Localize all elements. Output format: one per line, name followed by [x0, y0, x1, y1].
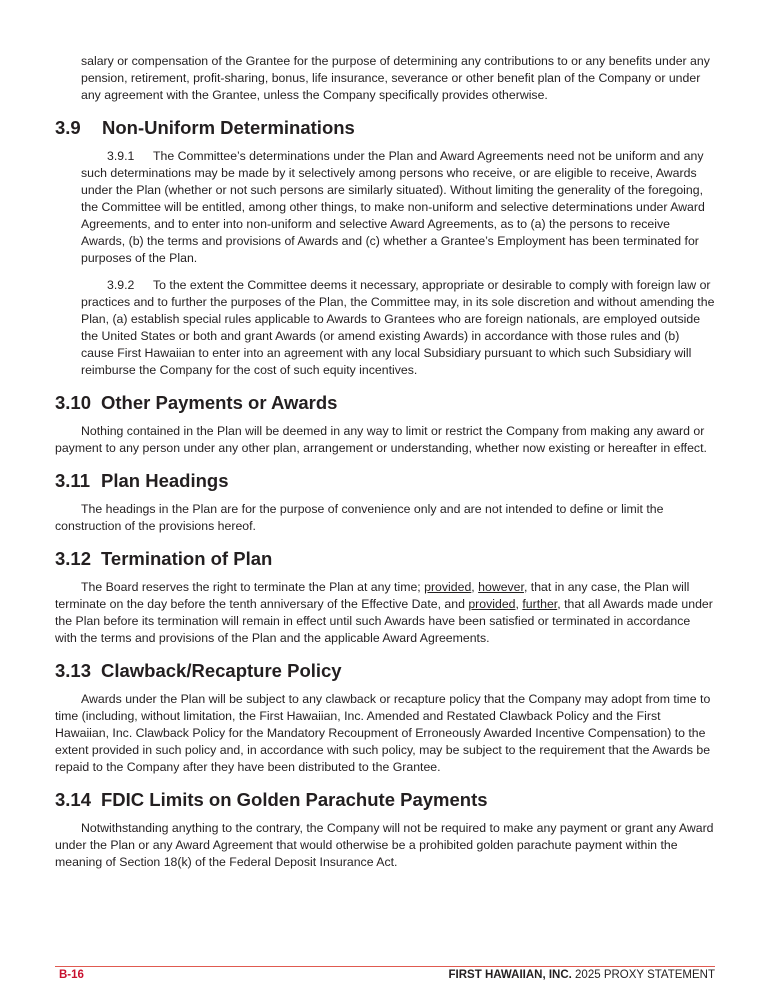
paragraph-text: To the extent the Committee deems it necessary, appropriate or desirable to comply with foreign law or practices and to further the purposes of the Plan, the Committee may, in its sole discretion and without amending the Plan, (a) establish special rules applicable to Awards to Grantees who are foreign nationals, are employed outside the United States or both and grant Awards (or amend existing Awards) in accordance with those rules and (b) cause First Hawaiian to enter into an agreement with any local Subsidiary pursuant to which such Subsidiary will reimburse the Company for the cost of such equity incentives.	[81, 278, 715, 377]
section-3-9-heading	[55, 116, 715, 140]
carryover-paragraph: salary or compensation of the Grantee for the purpose of determining any contributions to or any benefits under any pension, retirement, profit-sharing, bonus, life insurance, severance or other benefit plan of the Company or under any agreement with the Grantee, unless the Company specifically provides otherwise.	[81, 54, 710, 102]
section-title: Other Payments or Awards	[101, 392, 338, 413]
paragraph-number: 3.9.2	[107, 278, 135, 292]
section-title: Plan Headings	[101, 470, 229, 491]
section-3-10-body: Nothing contained in the Plan will be deemed in any way to limit or restrict the Company from making any award or payment to any person under any other plan, arrangement or understanding, whether now existing or hereafter in effect.	[55, 424, 707, 455]
section-3-14-body: Notwithstanding anything to the contrary, the Company will not be required to make any payment or grant any Award under the Plan or any Award Agreement that would otherwise be a prohibited golden parachute payment within the meaning of Section 18(k) of the Federal Deposit Insurance Act.	[55, 821, 714, 869]
company-name: FIRST HAWAIIAN, INC.	[448, 969, 572, 981]
text-run: The Board reserves the right to terminate the Plan at any time;	[81, 580, 425, 594]
section-title: Termination of Plan	[101, 548, 273, 569]
section-number: 3.11	[55, 470, 90, 491]
underlined-term: however	[478, 580, 524, 594]
text-run: , that in any case, the Plan will terminate on the day before the tenth anniversary of the Effective Date, and	[55, 580, 690, 611]
page-number: B-16	[59, 969, 84, 981]
section-number: 3.9	[55, 117, 81, 138]
paragraph-3-9-2	[55, 277, 715, 379]
document-name: 2025 PROXY STATEMENT	[571, 969, 715, 981]
section-3-12-heading	[55, 547, 715, 571]
section-number: 3.13	[55, 660, 92, 681]
section-3-13-heading	[55, 659, 715, 683]
section-3-14-heading	[55, 788, 715, 812]
section-3-11-heading	[55, 469, 715, 493]
underlined-term: further	[522, 597, 558, 611]
section-title: Non-Uniform Determinations	[102, 117, 355, 138]
underlined-term: provided	[424, 580, 472, 594]
paragraph-text: The Committee’s determinations under the Plan and Award Agreements need not be uniform and any such determinations may be made by it selectively among persons who receive, or are eligible to receive, Awards under the Plan (whether or not such persons are similarly situated). Without limiting the generality of the foregoing, the Committee will be entitled, among other things, to make non-uniform and selective determinations under Award Agreements, and to enter into non-uniform and selective Award Agreements, as to (a) the persons to receive Awards, (b) the terms and provisions of Awards and (c) whether a Grantee’s Employment has been terminated for purposes of the Plan.	[81, 149, 705, 265]
section-number: 3.14	[55, 789, 92, 810]
paragraph-3-9-1	[55, 148, 715, 267]
text-run: ,	[515, 597, 523, 611]
paragraph-number: 3.9.1	[107, 149, 135, 163]
underlined-term: provided	[468, 597, 516, 611]
section-3-13-body: Awards under the Plan will be subject to any clawback or recapture policy that the Company may adopt from time to time (including, without limitation, the First Hawaiian, Inc. Amended and Restated Clawback Policy and the First Hawaiian, Inc. Clawback Policy for the Mandatory Recoupment of Erroneously Awarded Incentive Compensation) to the extent provided in such policy and, in accordance with such policy, may be subject to the requirement that the Awards be repaid to the Company after they have been distributed to the Grantee.	[55, 692, 711, 774]
section-title: Clawback/Recapture Policy	[101, 660, 342, 681]
text-run: ,	[471, 580, 479, 594]
page-content	[55, 53, 715, 871]
section-number: 3.10	[55, 392, 92, 413]
section-3-11-body: The headings in the Plan are for the purpose of convenience only and are not intended to define or limit the construction of the provisions hereof.	[55, 502, 664, 533]
text-run: , that all Awards made under the Plan before its termination will remain in effect until such Awards have been satisfied or terminated in accordance with the terms and provisions of the Plan and the applicable Award Agreements.	[55, 597, 713, 645]
section-3-10-heading	[55, 391, 715, 415]
section-3-12-body	[55, 579, 715, 647]
footer-divider	[55, 966, 715, 967]
section-number: 3.12	[55, 548, 92, 569]
section-title: FDIC Limits on Golden Parachute Payments	[101, 789, 488, 810]
footer-title	[449, 969, 715, 981]
